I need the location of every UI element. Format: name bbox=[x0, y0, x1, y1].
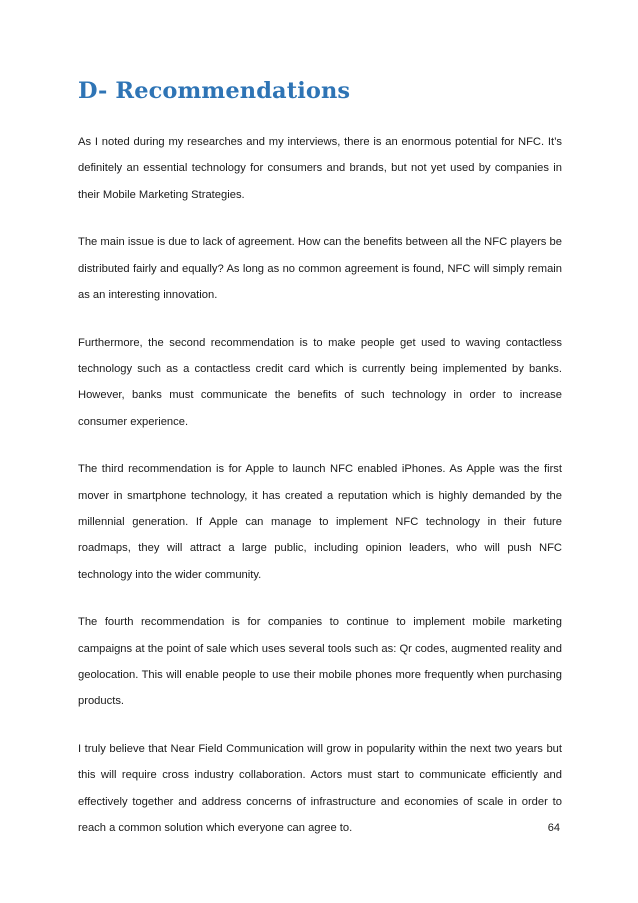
page-number: 64 bbox=[547, 822, 560, 834]
paragraph-apple-recommendation: The third recommendation is for Apple to launch NFC enabled iPhones. As Apple was the first mover in smartphone technology, it has created a reputation which is highly demanded by the millennial generation. If Apple can manage to implement NFC technology in their future roadmaps, they will attract a large public, including opinion leaders, who will push NFC technology into the wider community. bbox=[78, 463, 562, 581]
paragraph-agreement-issue: The main issue is due to lack of agreement. How can the benefits between all the NFC players be distributed fairly and equally? As long as no common agreement is found, NFC will simply remain as an interesting innovation. bbox=[78, 236, 562, 301]
section-heading: D- Recommendations bbox=[78, 78, 351, 104]
paragraph-contactless-recommendation: Furthermore, the second recommendation is to make people get used to waving contactless technology such as a contactless credit card which is currently being implemented by banks. However, banks must communicate the benefits of such technology in order to increase consumer experience. bbox=[78, 336, 562, 428]
paragraph-nfc-potential: As I noted during my researches and my interviews, there is an enormous potential for NFC. It’s definitely an essential technology for consumers and brands, but not yet used by companies in their Mobile Marketing Strategies. bbox=[78, 136, 562, 201]
body-text bbox=[78, 129, 562, 863]
paragraph-mobile-marketing-recommendation: The fourth recommendation is for companies to continue to implement mobile marketing campaigns at the point of sale which uses several tools such as: Qr codes, augmented reality and geolocation. This will enable people to use their mobile phones more frequently when purchasing products. bbox=[78, 616, 562, 708]
paragraph-conclusion: I truly believe that Near Field Communication will grow in popularity within the next two years but this will require cross industry collaboration. Actors must start to communicate efficiently and effectively together and address concerns of infrastructure and economies of scale in order to reach a common solution which everyone can agree to. bbox=[78, 743, 562, 835]
